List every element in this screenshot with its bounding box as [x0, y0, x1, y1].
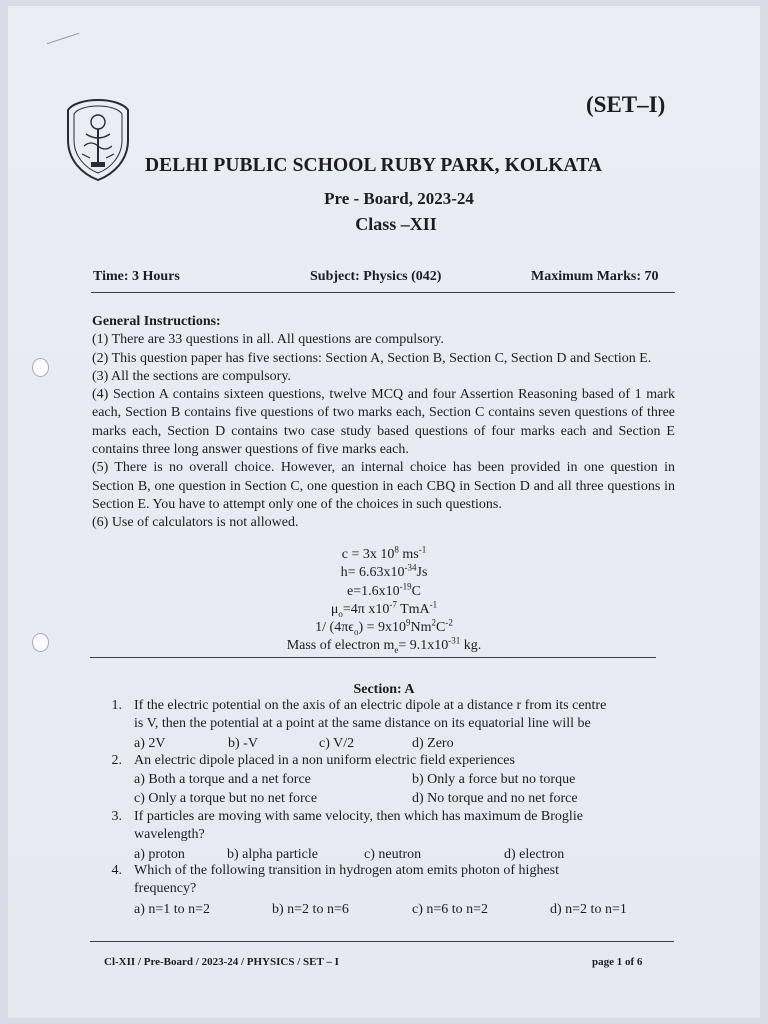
class-title-text: Class –XII — [355, 214, 437, 234]
physical-constants — [0, 546, 768, 656]
question-text: An electric dipole placed in a non uniform electric field experiences — [134, 753, 515, 768]
subject-info: Subject: Physics (042) — [310, 269, 442, 284]
class-title — [0, 214, 768, 235]
header-rule — [91, 292, 675, 293]
option-a: a) Both a torque and a net force — [134, 772, 311, 787]
question-text: If particles are moving with same velocity, then which has maximum de Broglie — [134, 809, 583, 824]
question-text: If the electric potential on the axis of an electric dipole at a distance r from its centre — [134, 698, 607, 713]
instruction-item: (6) Use of calculators is not allowed. — [92, 515, 299, 531]
question-number: 1. — [111, 698, 122, 713]
time-info: Time: 3 Hours — [93, 269, 180, 284]
instruction-item: (4) Section A contains sixteen questions, twelve MCQ and four Assertion Reasoning based of 1 mark each, Section B contains five questions of two marks each, Section C contains seven questions of three marks each, Section D contains two case study based questions of four marks each and Section E contains three long answer questions of five marks each. — [92, 387, 675, 458]
instruction-item: (1) There are 33 questions in all. All questions are compulsory. — [92, 332, 444, 348]
question-number: 4. — [111, 863, 122, 878]
constant-electron-mass: Mass of electron $m_e= 9.1x10^{-31}$ kg. — [286, 635, 482, 656]
question-1 — [0, 697, 768, 753]
page-number: page 1 of 6 — [592, 956, 643, 968]
option-c: c) V/2 — [319, 736, 355, 751]
max-marks-info: Maximum Marks: 70 — [531, 269, 659, 284]
option-b: b) -V — [228, 736, 258, 751]
constant-h: $h= 6.63x10^{-34}Js$ — [340, 562, 428, 581]
school-logo — [64, 96, 132, 182]
option-b: b) Only a force but no torque — [412, 772, 576, 787]
constant-e: $e=1.6x10^{-19}C$ — [347, 580, 421, 599]
option-a: a) n=1 to n=2 — [134, 902, 211, 917]
option-b: b) alpha particle — [227, 847, 318, 862]
option-a: a) 2V — [134, 736, 166, 751]
constant-mu: $\mu_o=4\pi$ $x10^{-7}$ TmA$^{-1}$ — [330, 599, 438, 619]
school-name: DELHI PUBLIC SCHOOL RUBY PARK, KOLKATA — [145, 155, 603, 176]
question-text: is V, then the potential at a point at the same distance on its equatorial line will be — [134, 716, 591, 732]
exam-title-text: Pre - Board, 2023-24 — [324, 189, 474, 208]
set-label: (SET–I) — [586, 92, 666, 117]
exam-title — [0, 189, 768, 209]
option-c: c) Only a torque but no net force — [134, 791, 318, 806]
question-number: 2. — [111, 753, 122, 768]
question-text: frequency? — [134, 881, 197, 897]
option-d: d) n=2 to n=1 — [550, 902, 627, 917]
punch-hole-top — [32, 358, 49, 377]
option-a: a) proton — [134, 847, 185, 862]
question-4 — [0, 862, 768, 918]
instructions-title: General Instructions: — [92, 314, 221, 329]
footer-code: Cl-XII / Pre-Board / 2023-24 / PHYSICS / SET – I — [104, 956, 339, 968]
question-number: 3. — [111, 809, 122, 824]
constant-k: 1/ $(4\pi\epsilon_o) = 9x10^9Nm^2C^{-2}$ — [315, 617, 453, 637]
option-d: d) electron — [504, 847, 565, 862]
question-2 — [0, 752, 768, 808]
general-instructions — [92, 313, 675, 533]
section-a-title: Section: A — [353, 682, 415, 697]
option-c: c) n=6 to n=2 — [412, 902, 489, 917]
question-3 — [0, 808, 768, 864]
footer-rule — [90, 941, 674, 942]
instruction-item: (2) This question paper has five sections: Section A, Section B, Section C, Section D and Section E. — [92, 350, 652, 366]
instruction-item: (3) All the sections are compulsory. — [92, 368, 291, 384]
option-d: d) Zero — [412, 736, 454, 751]
question-text: wavelength? — [134, 827, 205, 843]
section-rule — [90, 657, 656, 658]
option-d: d) No torque and no net force — [412, 791, 578, 806]
instruction-item: (5) There is no overall choice. However, an internal choice has been provided in one question in Section B, one question in Section C, one question in each CBQ in Section D and all three questions in Section E. You have to attempt only one of the choices in such questions. — [92, 460, 675, 512]
option-b: b) n=2 to n=6 — [272, 902, 349, 917]
constant-c: c = 3x $10^8$ $ms^{-1}$ — [341, 544, 427, 562]
question-text: Which of the following transition in hydrogen atom emits photon of highest — [134, 863, 559, 878]
option-c: c) neutron — [364, 847, 422, 862]
